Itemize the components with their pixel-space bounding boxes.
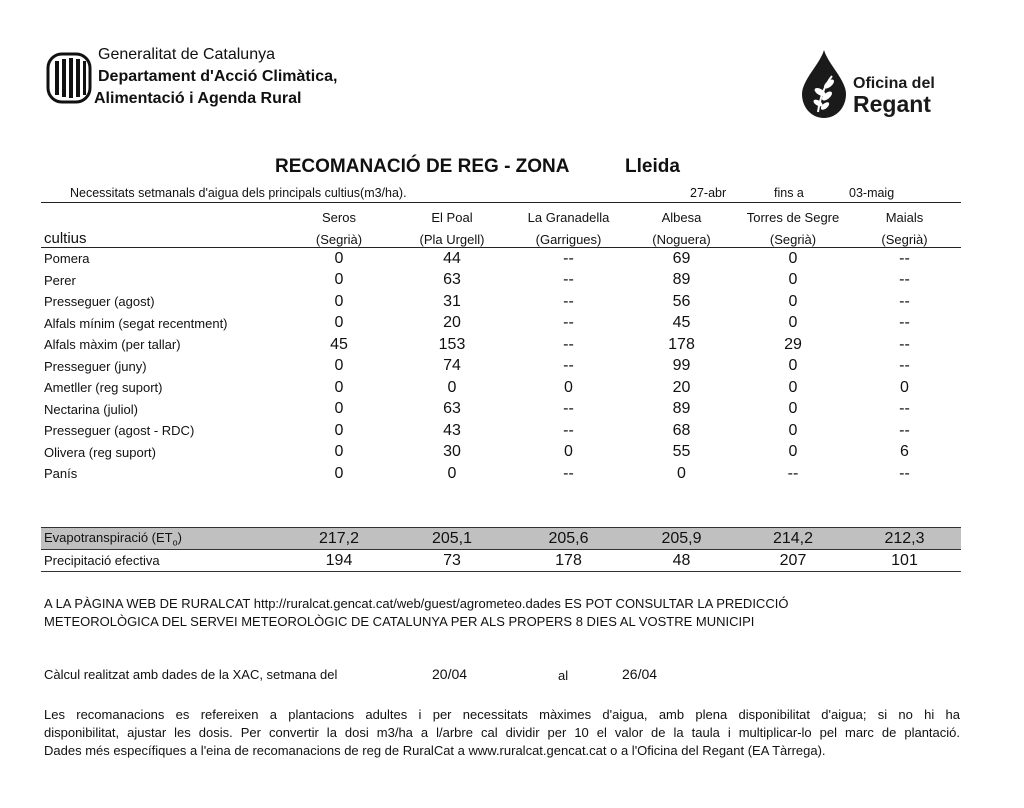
crop-name: Perer xyxy=(44,272,76,288)
subtitle: Necessitats setmanals d'aigua dels principals cultius(m3/ha). xyxy=(70,186,407,200)
table-row xyxy=(41,399,961,421)
crop-value: 0 xyxy=(334,400,344,418)
et-value: 217,2 xyxy=(286,528,392,550)
crop-value: 69 xyxy=(672,249,691,267)
crop-value: 89 xyxy=(672,271,691,289)
calc-from: 20/04 xyxy=(432,666,468,682)
col-region-albesa: (Noguera) xyxy=(625,225,738,248)
crop-name: Ametller (reg suport) xyxy=(44,380,163,396)
crop-name: Alfals màxim (per tallar) xyxy=(44,337,181,353)
table-row xyxy=(41,313,961,335)
crop-value: 74 xyxy=(443,357,461,375)
crop-value: 0 xyxy=(334,464,344,482)
crop-value: 0 xyxy=(788,400,798,418)
date-from: 27-abr xyxy=(690,186,727,200)
crop-value: 153 xyxy=(438,335,466,353)
summary-table xyxy=(41,527,961,572)
crop-value: 0 xyxy=(334,421,344,439)
crop-value: 63 xyxy=(443,400,461,418)
crop-value: 0 xyxy=(788,314,798,332)
crop-value: -- xyxy=(563,400,574,418)
crop-value: 0 xyxy=(788,443,798,461)
crop-value: -- xyxy=(563,421,574,439)
crop-value: 55 xyxy=(672,443,691,461)
crop-value: 30 xyxy=(443,443,461,461)
table-row xyxy=(41,442,961,464)
crop-value: -- xyxy=(899,335,910,353)
col-header-cultius: cultius xyxy=(41,225,286,248)
table-row xyxy=(41,248,961,270)
crop-value: 0 xyxy=(564,378,573,396)
crop-value: 0 xyxy=(334,271,344,289)
crop-value: 0 xyxy=(788,292,798,310)
zone-name: Lleida xyxy=(625,156,680,177)
et-value: 214,2 xyxy=(738,528,848,550)
crop-value: 0 xyxy=(334,249,344,267)
crop-value: 63 xyxy=(443,271,461,289)
crop-value: 0 xyxy=(564,443,573,461)
crop-value: -- xyxy=(899,464,910,482)
crop-value: 45 xyxy=(330,335,348,353)
crop-value: 0 xyxy=(334,292,344,310)
disclaimer xyxy=(44,706,960,760)
effective-precipitation-row xyxy=(41,550,961,572)
pe-value: 101 xyxy=(848,550,961,572)
crop-value: 31 xyxy=(443,292,461,310)
web-notice-line: A LA PÀGINA WEB DE RURALCAT http://ruralcat.gencat.cat/web/guest/agrometeo.dades ES POT CONSULTAR LA PREDICCIÓ xyxy=(44,596,789,611)
table-row xyxy=(41,270,961,292)
col-name-el-poal: El Poal xyxy=(392,203,512,226)
crop-value: 0 xyxy=(788,249,798,267)
org-department: Departament d'Acció Climàtica, xyxy=(98,68,338,85)
col-name-la-granadella: La Granadella xyxy=(512,203,625,226)
crop-value: 20 xyxy=(672,378,691,396)
crop-name: Presseguer (juny) xyxy=(44,358,147,374)
crop-value: 0 xyxy=(788,421,798,439)
col-region-maials: (Segrià) xyxy=(848,225,961,248)
et-value: 205,1 xyxy=(392,528,512,550)
crop-value: 0 xyxy=(900,378,909,396)
table-row xyxy=(41,356,961,378)
org-department-2: Alimentació i Agenda Rural xyxy=(94,90,302,107)
crop-value: 178 xyxy=(668,335,695,353)
crop-rows xyxy=(41,248,961,485)
crop-name: Panís xyxy=(44,466,78,482)
crop-value: 0 xyxy=(447,464,457,482)
et-value: 212,3 xyxy=(848,528,961,550)
et-value: 205,9 xyxy=(625,528,738,550)
pe-label: Precipitació efectiva xyxy=(41,550,286,572)
crop-value: 0 xyxy=(677,464,686,482)
irrigation-table xyxy=(41,202,961,485)
crop-value: 0 xyxy=(334,314,344,332)
crop-value: 0 xyxy=(334,443,344,461)
date-to: 03-maig xyxy=(849,186,895,200)
crop-value: 45 xyxy=(672,314,691,332)
et-label: Evapotranspiració $(ET_o)$ xyxy=(41,528,286,550)
crop-value: -- xyxy=(899,314,910,332)
water-drop-leaf-icon xyxy=(798,48,850,120)
crop-value: 29 xyxy=(784,335,802,353)
pe-value: 207 xyxy=(738,550,848,572)
table-row xyxy=(41,377,961,399)
col-region-seros: (Segrià) xyxy=(286,225,392,248)
disclaimer-line: Dades més específiques a l'eina de recomanacions de reg de RuralCat a www.ruralcat.gencat.cat o a l'Oficina del Regant (EA Tàrrega). xyxy=(44,743,826,758)
col-name-seros: Seros xyxy=(286,203,392,226)
crop-value: -- xyxy=(899,357,910,375)
crop-value: 56 xyxy=(672,292,691,310)
disclaimer-line: disponibilitat, ajustar les dosis. Per convertir la dosi m3/ha a l/arbre cal dividir per 10 el valor de la taula i multiplicar-lo pel marc de plantació. xyxy=(44,725,960,740)
page-title: RECOMANACIÓ DE REG - ZONA xyxy=(275,156,570,177)
disclaimer-line: Les recomanacions es refereixen a plantacions adultes i per necessitats màximes d'aigua, amb plena disponibilitat d'aigua; si no hi ha xyxy=(44,707,960,722)
org-name: Generalitat de Catalunya xyxy=(98,46,275,63)
crop-value: 0 xyxy=(788,378,798,396)
calc-label: Càlcul realitzat amb dades de la XAC, setmana del xyxy=(44,667,338,682)
pe-value: 48 xyxy=(625,550,738,572)
crop-value: -- xyxy=(899,421,910,439)
crop-value: -- xyxy=(787,464,799,482)
crop-value: -- xyxy=(563,357,574,375)
crop-value: -- xyxy=(563,271,574,289)
crop-value: 68 xyxy=(672,421,691,439)
fins-label: fins a xyxy=(774,186,804,200)
crop-value: -- xyxy=(899,249,910,267)
crop-value: -- xyxy=(563,314,574,332)
col-region-torres-de-segre: (Segrià) xyxy=(738,225,848,248)
logo-text-bottom: Regant xyxy=(853,91,931,117)
crop-value: 44 xyxy=(443,249,461,267)
generalitat-logo xyxy=(46,52,92,104)
crop-value: -- xyxy=(899,400,910,418)
crop-value: -- xyxy=(563,249,574,267)
crop-value: 20 xyxy=(443,314,461,332)
col-name-albesa: Albesa xyxy=(625,203,738,226)
table-row xyxy=(41,463,961,485)
crop-name: Pomera xyxy=(44,251,90,267)
crop-value: -- xyxy=(563,292,574,310)
crop-value: 0 xyxy=(788,271,798,289)
col-region-el-poal: (Pla Urgell) xyxy=(392,225,512,248)
table-row xyxy=(41,334,961,356)
col-name-torres-de-segre: Torres de Segre xyxy=(738,203,848,226)
crop-value: -- xyxy=(899,271,910,289)
crop-value: 0 xyxy=(788,357,798,375)
pe-value: 194 xyxy=(286,550,392,572)
et-value: 205,6 xyxy=(512,528,625,550)
table-row xyxy=(41,291,961,313)
crop-value: 6 xyxy=(900,443,909,461)
crop-value: 0 xyxy=(334,378,344,396)
logo-text-top: Oficina del xyxy=(853,75,935,92)
crop-value: 0 xyxy=(447,378,457,396)
evapotranspiration-row xyxy=(41,528,961,550)
crop-name: Nectarina (juliol) xyxy=(44,401,138,417)
crop-value: -- xyxy=(563,464,574,482)
col-region-la-granadella: (Garrigues) xyxy=(512,225,625,248)
crop-name: Olivera (reg suport) xyxy=(44,444,156,460)
crop-value: -- xyxy=(563,335,574,353)
crop-value: 89 xyxy=(672,400,691,418)
crop-name: Alfals mínim (segat recentment) xyxy=(44,315,228,331)
crop-value: -- xyxy=(899,292,910,310)
table-row xyxy=(41,420,961,442)
crop-value: 0 xyxy=(334,357,344,375)
pe-value: 73 xyxy=(392,550,512,572)
crop-value: 43 xyxy=(443,421,461,439)
pe-value: 178 xyxy=(512,550,625,572)
web-notice xyxy=(44,595,964,631)
calc-to: 26/04 xyxy=(622,666,658,682)
crop-name: Presseguer (agost) xyxy=(44,294,155,310)
web-notice-line: METEOROLÒGICA DEL SERVEI METEOROLÒGIC DE CATALUNYA PER ALS PROPERS 8 DIES AL VOSTRE MUNICIPI xyxy=(44,614,755,629)
col-name-maials: Maials xyxy=(848,203,961,226)
crop-name: Presseguer (agost - RDC) xyxy=(44,423,195,439)
calc-al: al xyxy=(558,668,569,683)
crop-value: 99 xyxy=(672,357,691,375)
